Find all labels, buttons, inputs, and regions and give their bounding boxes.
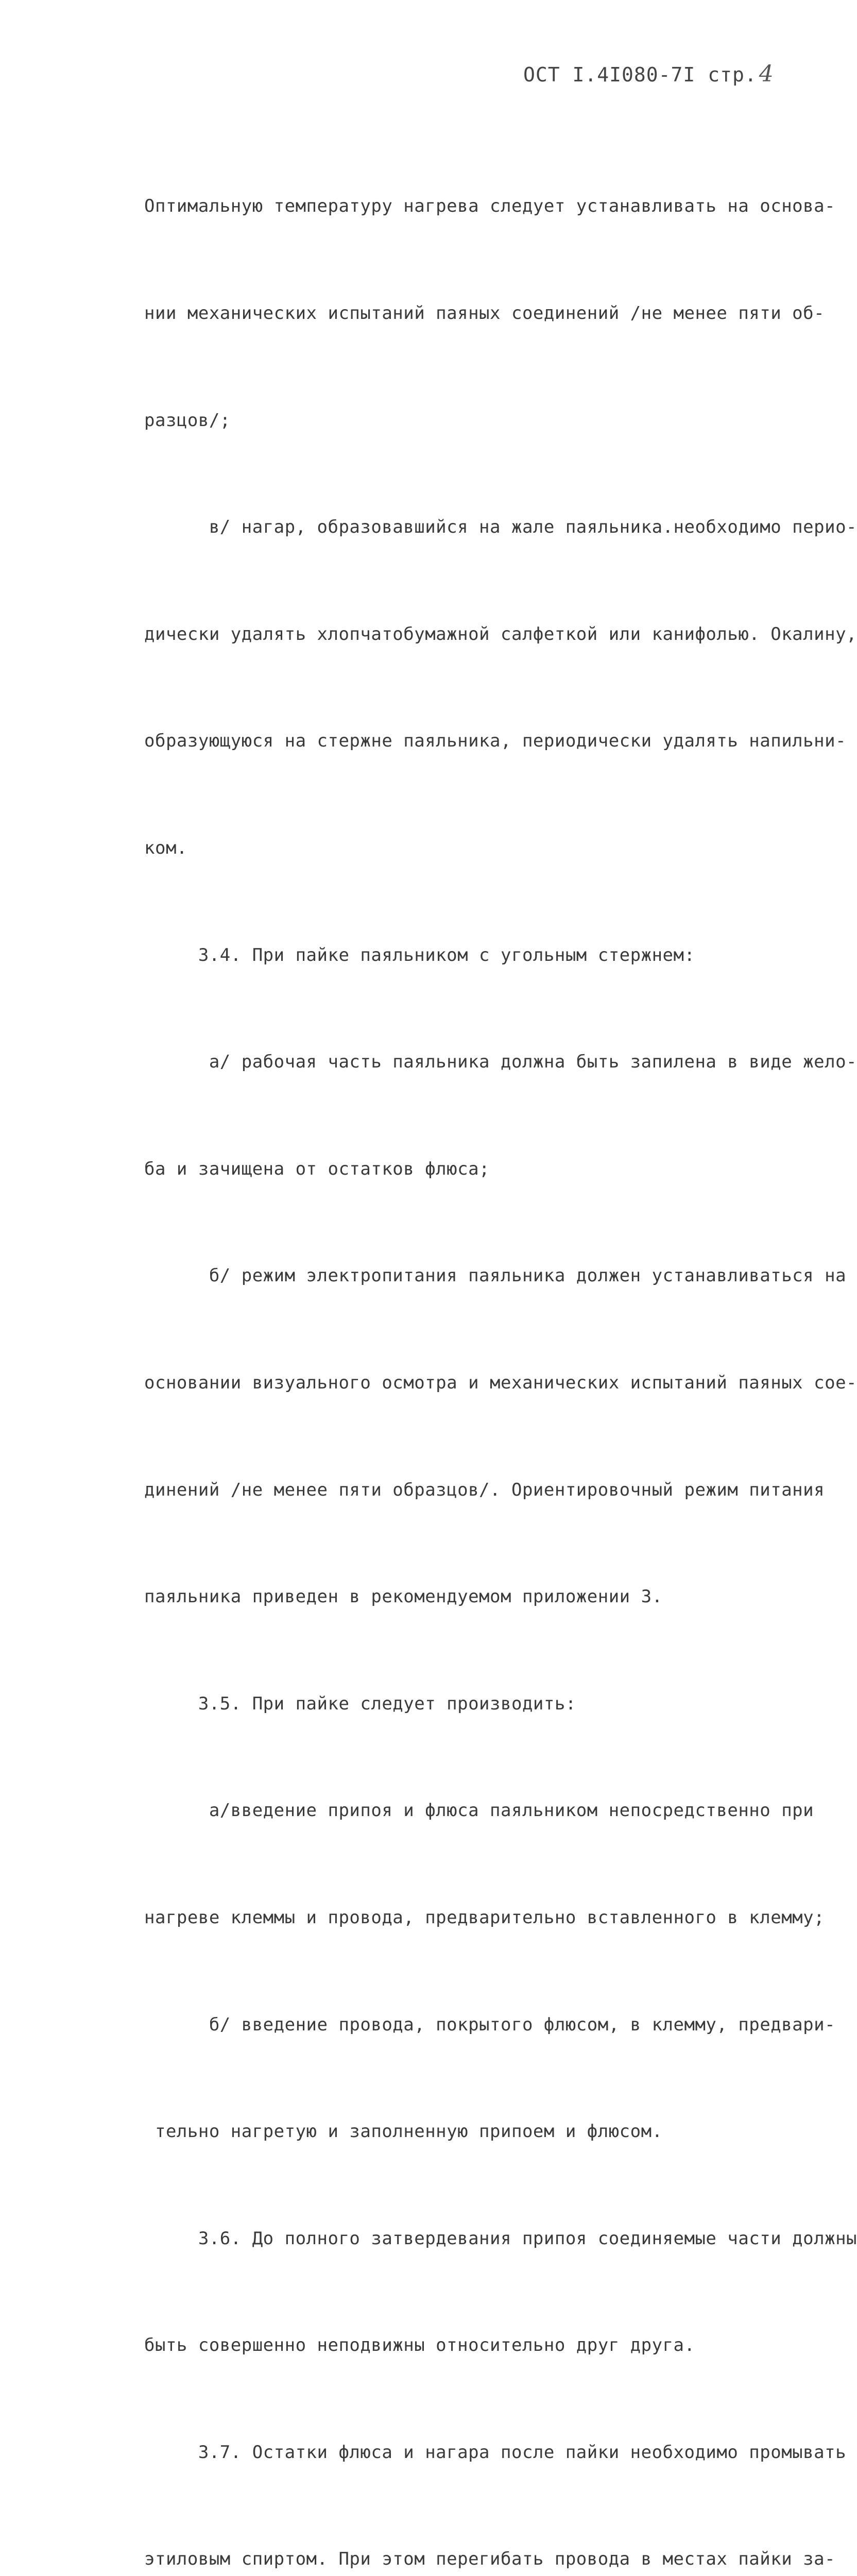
document-number: ОСТ I.4I080-7I — [523, 63, 696, 86]
body-text — [144, 117, 857, 2576]
text-line: 3.5. При пайке следует производить: — [144, 1693, 576, 1714]
text-line: динений /не менее пяти образцов/. Ориентировочный режим питания — [144, 1479, 825, 1500]
text-line: 3.6. До полного затвердевания припоя соединяемые части должны — [144, 2228, 857, 2249]
text-line: б/ введение провода, покрытого флюсом, в клемму, предвари- — [144, 2014, 836, 2035]
text-line: ком. — [144, 837, 187, 858]
page-label: стр. — [708, 63, 757, 86]
text-line: дически удалять хлопчатобумажной салфеткой или канифолью. Окалину, — [144, 623, 857, 645]
text-line: нагреве клеммы и провода, предварительно вставленного в клемму; — [144, 1907, 825, 1928]
text-line: ба и зачищена от остатков флюса; — [144, 1158, 490, 1179]
text-line: Оптимальную температуру нагрева следует устанавливать на основа- — [144, 196, 836, 217]
text-line: образующуюся на стержне паяльника, периодически удалять напильни- — [144, 731, 847, 752]
page-number: 4 — [759, 61, 774, 87]
text-line: а/ рабочая часть паяльника должна быть запилена в виде жело- — [144, 1052, 857, 1073]
text-line: б/ режим электропитания паяльника должен устанавливаться на — [144, 1265, 847, 1286]
text-line: нии механических испытаний паяных соединений /не менее пяти об- — [144, 303, 825, 324]
text-line: а/введение припоя и флюса паяльником непосредственно при — [144, 1800, 814, 1821]
text-line: 3.4. При пайке паяльником с угольным стержнем: — [144, 944, 695, 965]
text-line: 3.7. Остатки флюса и нагара после пайки необходимо промывать — [144, 2442, 847, 2463]
text-line: быть совершенно неподвижны относительно друг друга. — [144, 2335, 695, 2356]
text-line: этиловым спиртом. При этом перегибать провода в местах пайки за- — [144, 2549, 836, 2570]
text-line: паяльника приведен в рекомендуемом приложении 3. — [144, 1586, 663, 1607]
text-line: тельно нагретую и заполненную припоем и флюсом. — [144, 2121, 663, 2142]
text-line: основании визуального осмотра и механических испытаний паяных сое- — [144, 1372, 857, 1393]
text-line: в/ нагар, образовавшийся на жале паяльника.необходимо перио- — [144, 517, 857, 538]
document-header — [523, 61, 774, 87]
text-line: разцов/; — [144, 410, 231, 431]
